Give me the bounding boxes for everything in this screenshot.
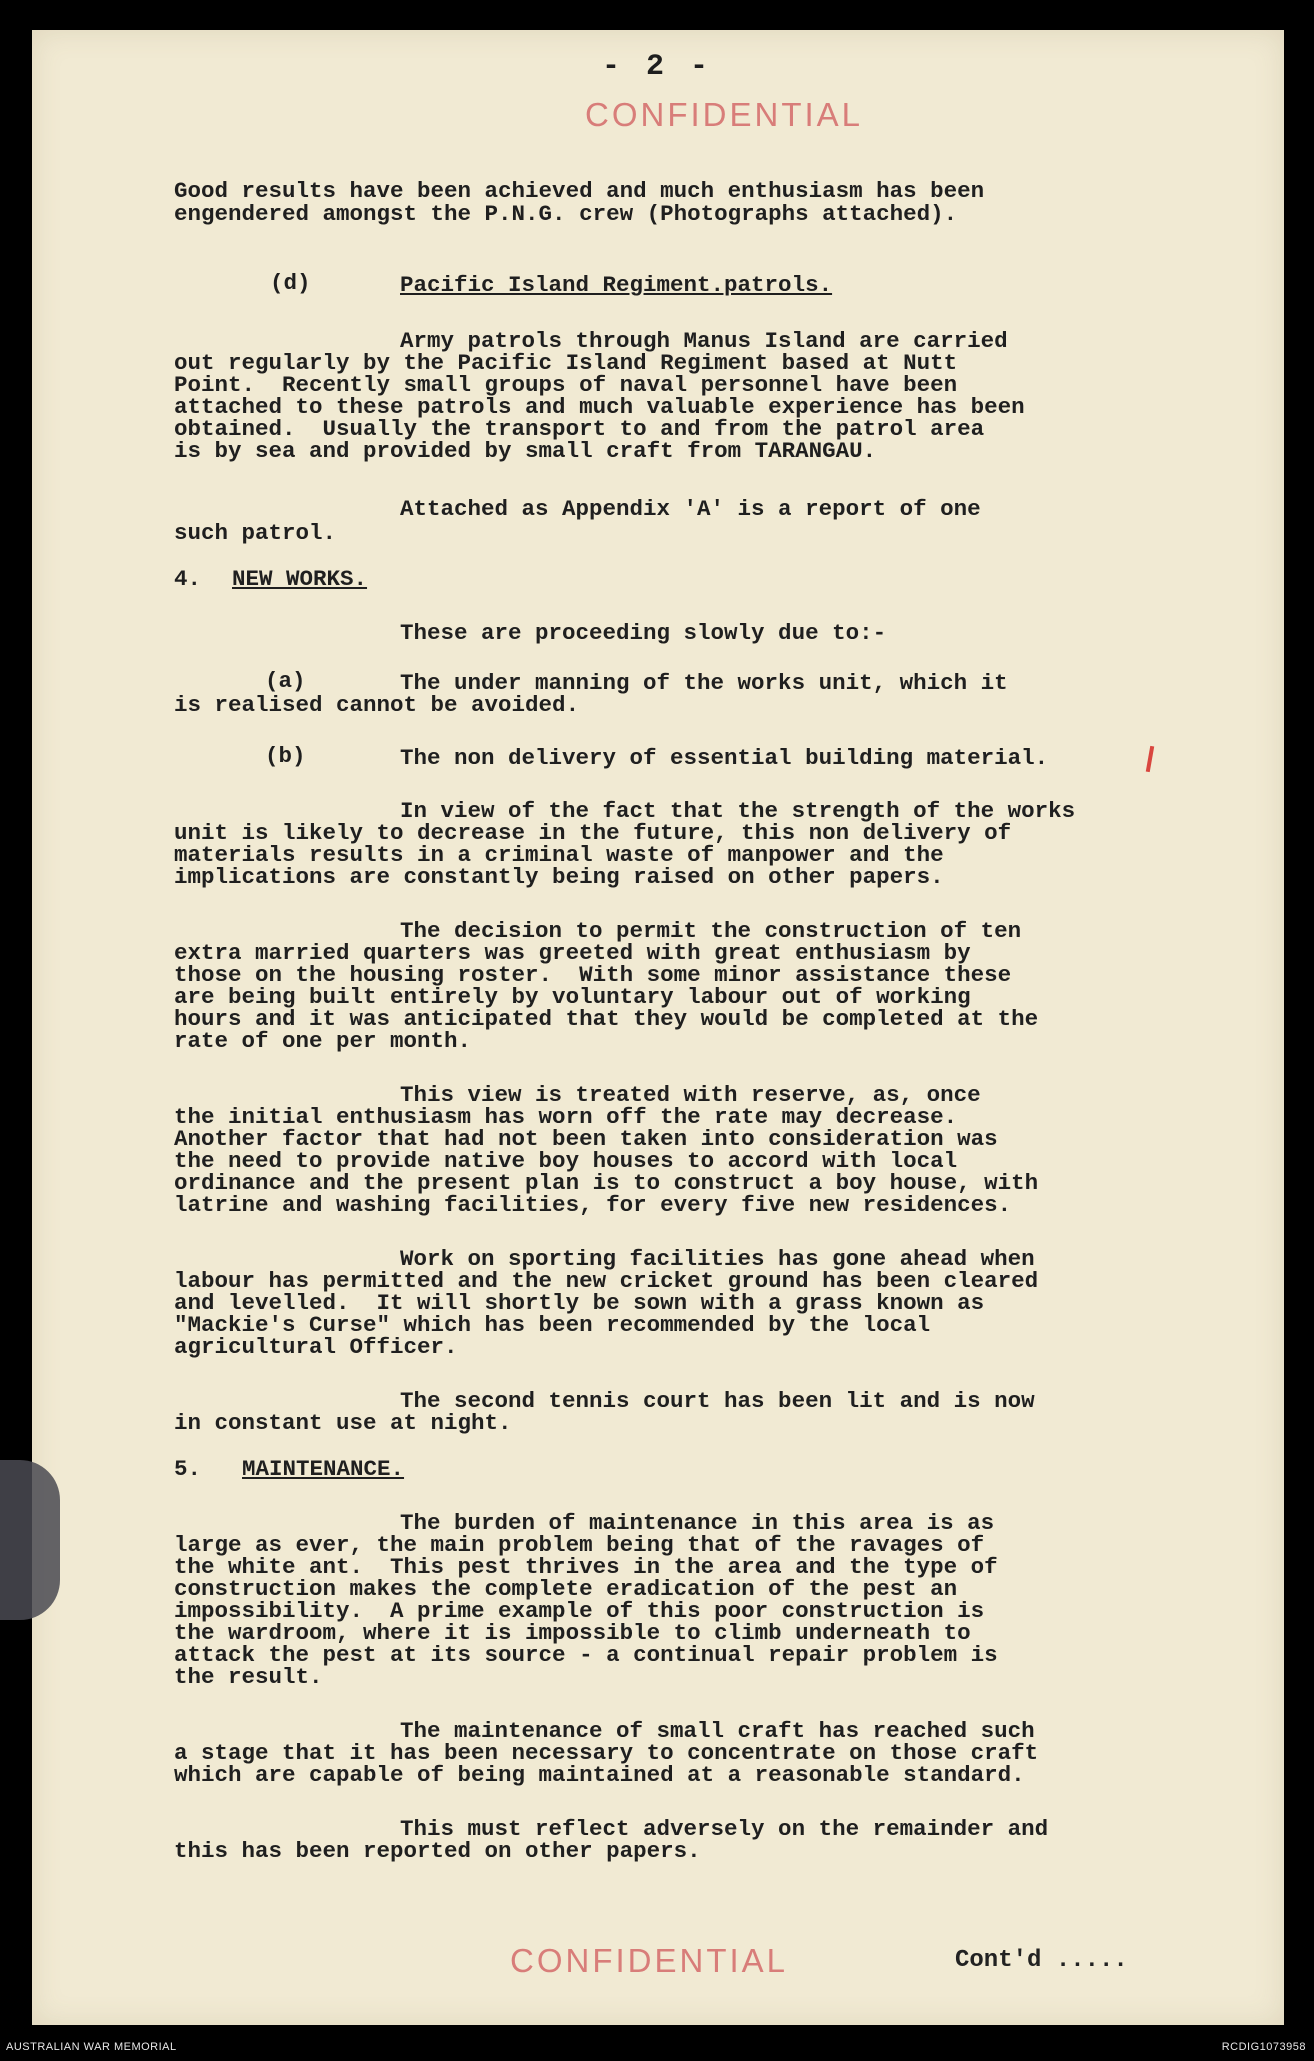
- text-line: is realised cannot be avoided.: [174, 692, 580, 718]
- text-line: materials results in a criminal waste of manpower and the: [174, 842, 944, 868]
- text-line: labour has permitted and the new cricket ground has been cleared: [174, 1268, 1039, 1294]
- text-line: latrine and washing facilities, for every five new residences.: [174, 1192, 1012, 1218]
- text-line: MAINTENANCE.: [242, 1456, 405, 1482]
- text-line: is by sea and provided by small craft from TARANGAU.: [174, 438, 877, 464]
- text-line: (d): [270, 270, 311, 296]
- text-line: such patrol.: [174, 520, 337, 546]
- text-line: ordinance and the present plan is to construct a boy house, with: [174, 1170, 1039, 1196]
- text-line: Attached as Appendix 'A' is a report of one: [400, 496, 981, 522]
- text-line: Work on sporting facilities has gone ahead when: [400, 1246, 1035, 1272]
- text-line: are being built entirely by voluntary labour out of working: [174, 984, 971, 1010]
- text-line: Another factor that had not been taken into consideration was: [174, 1126, 998, 1152]
- text-line: The maintenance of small craft has reached such: [400, 1718, 1035, 1744]
- text-line: impossibility. A prime example of this poor construction is: [174, 1598, 985, 1624]
- text-line: a stage that it has been necessary to concentrate on those craft: [174, 1740, 1039, 1766]
- text-line: "Mackie's Curse" which has been recommended by the local: [174, 1312, 931, 1338]
- footer-source: AUSTRALIAN WAR MEMORIAL: [6, 2041, 177, 2053]
- text-line: unit is likely to decrease in the future, this non delivery of: [174, 820, 1012, 846]
- text-line: those on the housing roster. With some minor assistance these: [174, 962, 1012, 988]
- text-line: rate of one per month.: [174, 1028, 472, 1054]
- text-line: The second tennis court has been lit and is now: [400, 1388, 1035, 1414]
- text-line: 4.: [174, 566, 202, 592]
- text-line: (b): [265, 743, 306, 769]
- text-line: this has been reported on other papers.: [174, 1838, 701, 1864]
- text-line: The decision to permit the construction of ten: [400, 918, 1022, 944]
- text-line: Point. Recently small groups of naval personnel have been: [174, 372, 958, 398]
- text-line: in constant use at night.: [174, 1410, 512, 1436]
- text-line: which are capable of being maintained at a reasonable standard.: [174, 1762, 1025, 1788]
- text-line: obtained. Usually the transport to and from the patrol area: [174, 416, 985, 442]
- text-line: Good results have been achieved and much enthusiasm has been: [174, 178, 985, 204]
- text-line: Pacific Island Regiment.patrols.: [400, 272, 833, 298]
- text-line: These are proceeding slowly due to:-: [400, 620, 887, 646]
- confidential-stamp-bottom: CONFIDENTIAL: [510, 1942, 789, 1979]
- text-line: This must reflect adversely on the remainder and: [400, 1816, 1049, 1842]
- text-line: the initial enthusiasm has worn off the rate may decrease.: [174, 1104, 958, 1130]
- text-line: 5.: [174, 1456, 202, 1482]
- text-line: agricultural Officer.: [174, 1334, 458, 1360]
- text-line: extra married quarters was greeted with great enthusiasm by: [174, 940, 971, 966]
- page-number: - 2 -: [601, 50, 712, 84]
- text-line: The non delivery of essential building material.: [400, 745, 1049, 771]
- text-line: out regularly by the Pacific Island Regiment based at Nutt: [174, 350, 958, 376]
- text-line: This view is treated with reserve, as, once: [400, 1082, 981, 1108]
- text-line: The under manning of the works unit, which it: [400, 670, 1008, 696]
- text-line: hours and it was anticipated that they would be completed at the: [174, 1006, 1039, 1032]
- text-line: and levelled. It will shortly be sown with a grass known as: [174, 1290, 985, 1316]
- text-line: large as ever, the main problem being that of the ravages of: [174, 1532, 985, 1558]
- text-line: the white ant. This pest thrives in the area and the type of: [174, 1554, 998, 1580]
- text-line: NEW WORKS.: [232, 566, 368, 592]
- text-line: the result.: [174, 1664, 323, 1690]
- footer-id: RCDIG1073958: [1221, 2041, 1306, 2053]
- text-line: the need to provide native boy houses to accord with local: [174, 1148, 958, 1174]
- text-line: (a): [265, 668, 306, 694]
- text-line: attached to these patrols and much valuable experience has been: [174, 394, 1025, 420]
- text-line: Army patrols through Manus Island are carried: [400, 328, 1008, 354]
- text-line: construction makes the complete eradication of the pest an: [174, 1576, 958, 1602]
- text-line: implications are constantly being raised on other papers.: [174, 864, 944, 890]
- text-line: engendered amongst the P.N.G. crew (Photographs attached).: [174, 201, 958, 227]
- text-line: In view of the fact that the strength of the works: [400, 798, 1076, 824]
- text-line: The burden of maintenance in this area is as: [400, 1510, 995, 1536]
- text-line: the wardroom, where it is impossible to climb underneath to: [174, 1620, 971, 1646]
- confidential-stamp-top: CONFIDENTIAL: [585, 96, 864, 133]
- continued-note: Cont'd .....: [955, 1947, 1128, 1974]
- text-line: attack the pest at its source - a continual repair problem is: [174, 1642, 998, 1668]
